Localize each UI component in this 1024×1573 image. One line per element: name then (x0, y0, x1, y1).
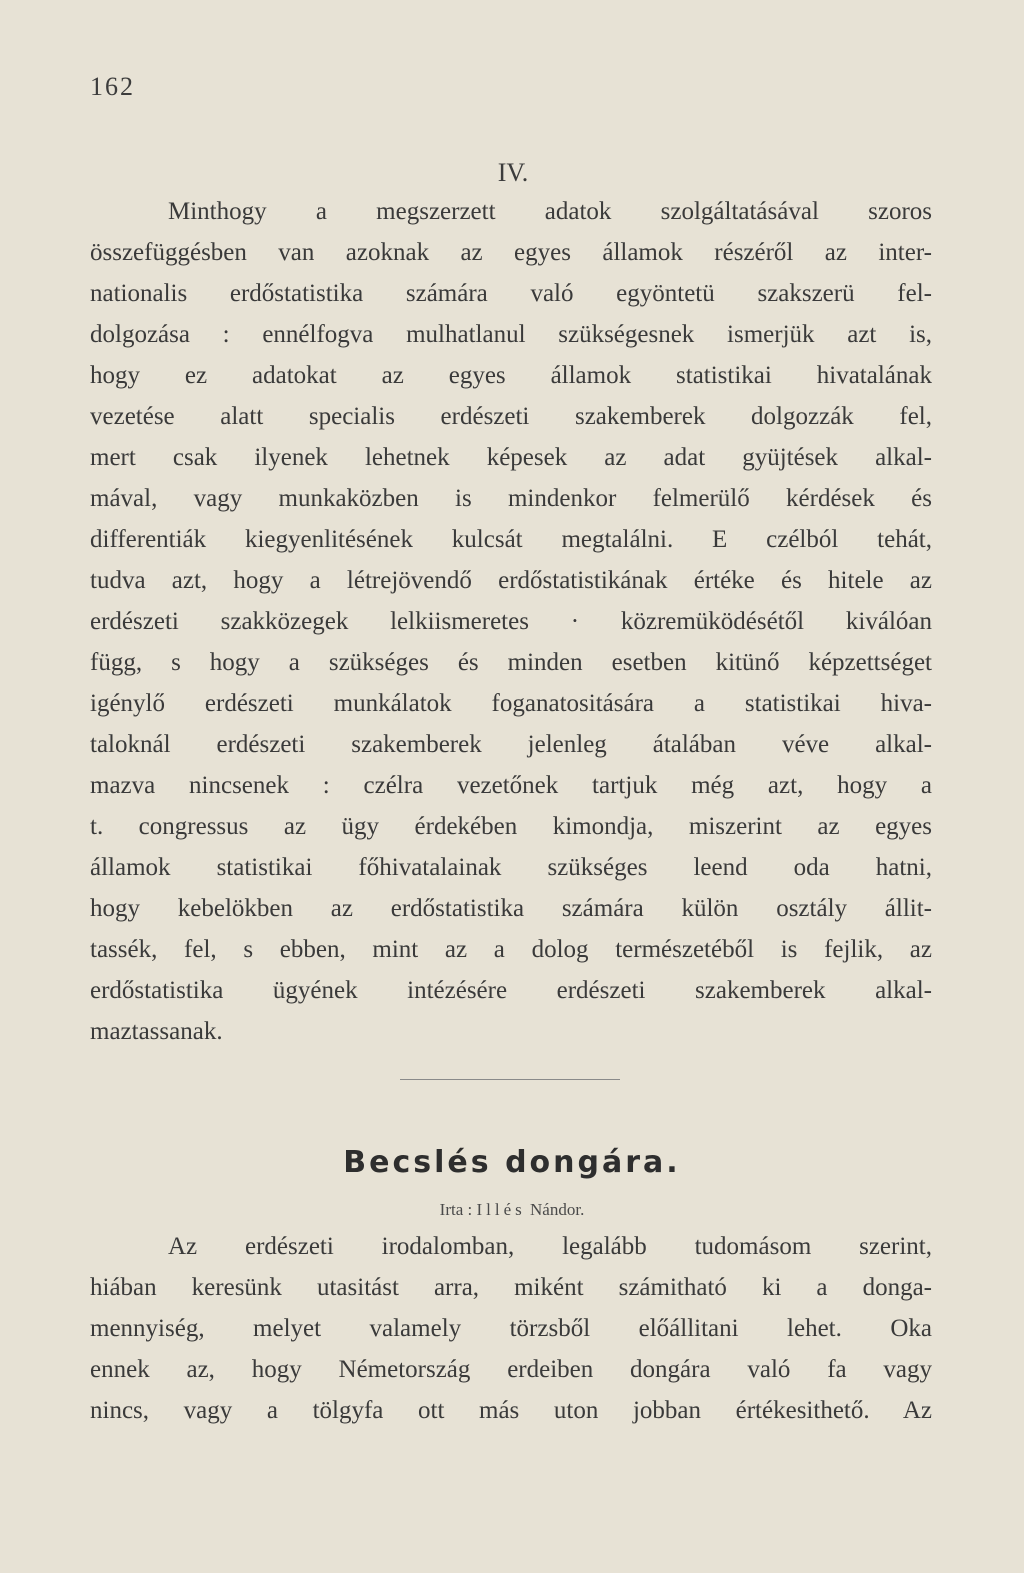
byline-prefix: Irta : (439, 1200, 473, 1219)
page-number: 162 (90, 72, 135, 101)
author-surname: Illés (476, 1200, 526, 1219)
text-line: dolgozása : ennélfogva mulhatlanul szükségesnek ismerjük azt is, (90, 321, 932, 348)
text-line: nincs, vagy a tölgyfa ott más uton jobban értékesithető. Az (90, 1397, 932, 1424)
text-line: maztassanak. (90, 1018, 223, 1045)
text-line: függ, s hogy a szükséges és minden esetben kitünő képzettséget (90, 649, 932, 676)
text-line: ennek az, hogy Németország erdeiben dongára való fa vagy (90, 1356, 932, 1383)
text-line: tassék, fel, s ebben, mint az a dolog természetéből is fejlik, az (90, 936, 932, 963)
text-line: t. congressus az ügy érdekében kimondja, miszerint az egyes (90, 813, 932, 840)
text-line: erdőstatistika ügyének intézésére erdészeti szakemberek alkal- (90, 977, 932, 1004)
section-divider (400, 1079, 620, 1080)
text-line: mert csak ilyenek lehetnek képesek az adat gyüjtések alkal- (90, 444, 932, 471)
text-line: tudva azt, hogy a létrejövendő erdőstatistikának értéke és hitele az (90, 567, 932, 594)
text-line: összefüggésben van azoknak az egyes államok részéről az inter- (90, 239, 932, 266)
text-line: hogy kebelökben az erdőstatistika számára külön osztály állit- (90, 895, 932, 922)
text-line: Az erdészeti irodalomban, legalább tudomásom szerint, (168, 1233, 932, 1260)
paragraph-congress-resolution (90, 191, 932, 1052)
text-line: taloknál erdészeti szakemberek jelenleg átalában véve alkal- (90, 731, 932, 758)
text-line: erdészeti szakközegek lelkiismeretes · közremüködésétől kiválóan (90, 608, 932, 635)
text-line: igénylő erdészeti munkálatok foganatositására a statistikai hiva- (90, 690, 932, 717)
article-title: Becslés dongára. (343, 1145, 681, 1180)
text-line: mazva nincsenek : czélra vezetőnek tartjuk még azt, hogy a (90, 772, 932, 799)
article-byline (0, 1200, 1024, 1220)
text-line: államok statistikai főhivatalainak szükséges leend oda hatni, (90, 854, 932, 881)
paragraph-article-intro (90, 1226, 932, 1431)
text-line: Minthogy a megszerzett adatok szolgáltatásával szoros (168, 198, 932, 225)
author-given-name: Nándor. (530, 1200, 585, 1219)
text-line: hogy ez adatokat az egyes államok statistikai hivatalának (90, 362, 932, 389)
text-line: mennyiség, melyet valamely törzsből előállitani lehet. Oka (90, 1315, 932, 1342)
text-line: mával, vagy munkaközben is mindenkor felmerülő kérdések és (90, 485, 932, 512)
section-heading: IV. (497, 158, 529, 187)
text-line: differentiák kiegyenlitésének kulcsát megtalálni. E czélból tehát, (90, 526, 932, 553)
text-line: vezetése alatt specialis erdészeti szakemberek dolgozzák fel, (90, 403, 932, 430)
text-line: nationalis erdőstatistika számára való egyöntetü szakszerü fel- (90, 280, 932, 307)
text-line: hiában keresünk utasitást arra, miként számitható ki a donga- (90, 1274, 932, 1301)
